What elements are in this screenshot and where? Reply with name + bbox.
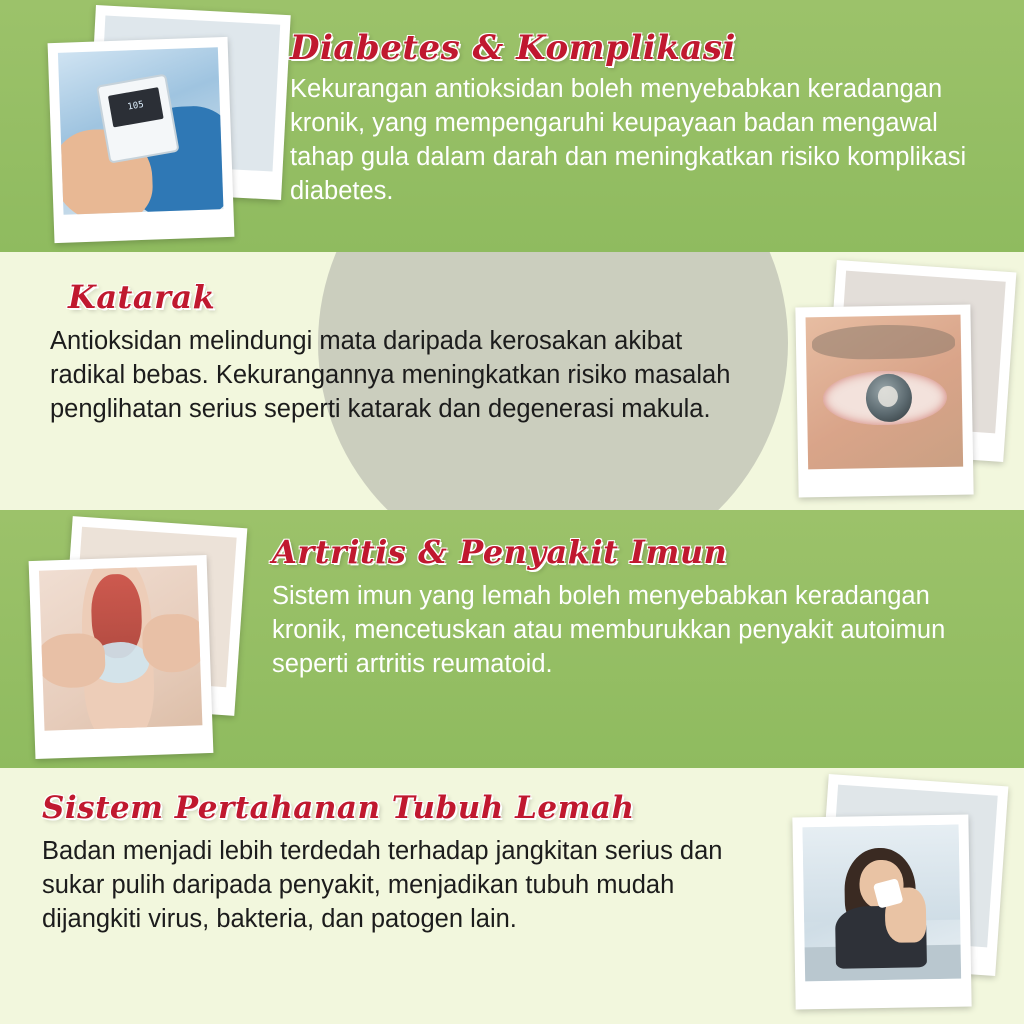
body-diabetes: Kekurangan antioksidan boleh menyebabkan keradangan kronik, yang mempengaruhi keupayaan badan mengawal tahap gula dalam darah dan meningkatkan risiko komplikasi diabetes.	[290, 75, 967, 206]
body-imuniti: Badan menjadi lebih terdedah terhadap jangkitan serius dan sukar pulih daripada penyakit, menjadikan tubuh mudah dijangkiti virus, bakteria, dan patogen lain.	[42, 837, 723, 934]
polaroid-front-sneeze	[792, 814, 971, 1009]
section-text-artritis	[272, 533, 992, 681]
sneezing-woman-image	[803, 825, 962, 982]
cataract-eye-image	[806, 315, 964, 470]
polaroid-front-knee	[29, 555, 214, 759]
body-katarak: Antioksidan melindungi mata daripada kerosakan akibat radikal bebas. Kekurangannya meningkatkan risiko masalah penglihatan serius seperti katarak dan degenerasi makula.	[50, 327, 731, 424]
heading-artritis: Artritis & Penyakit Imun	[272, 533, 728, 571]
polaroid-front-eye	[795, 304, 973, 497]
glucose-reading-value: 105	[108, 88, 164, 128]
heading-diabetes: Diabetes & Komplikasi	[290, 28, 736, 68]
photo-stack-eye	[785, 258, 1010, 503]
photo-stack-knee	[18, 518, 268, 768]
knee-pain-image	[39, 565, 202, 730]
polaroid-front-glucose	[48, 37, 235, 243]
section-text-imuniti	[42, 790, 782, 936]
body-artritis: Sistem imun yang lemah boleh menyebabkan keradangan kronik, mencetuskan atau memburukkan penyakit autoimun seperti artritis reumatoid.	[272, 582, 946, 679]
section-text-katarak	[50, 278, 770, 426]
heading-katarak: Katarak	[68, 278, 216, 316]
photo-stack-sneeze	[780, 778, 1020, 1024]
heading-imuniti: Sistem Pertahanan Tubuh Lemah	[42, 790, 635, 826]
section-text-diabetes	[290, 28, 1000, 209]
photo-stack-glucose	[45, 10, 295, 242]
glucose-meter-image	[58, 47, 224, 214]
